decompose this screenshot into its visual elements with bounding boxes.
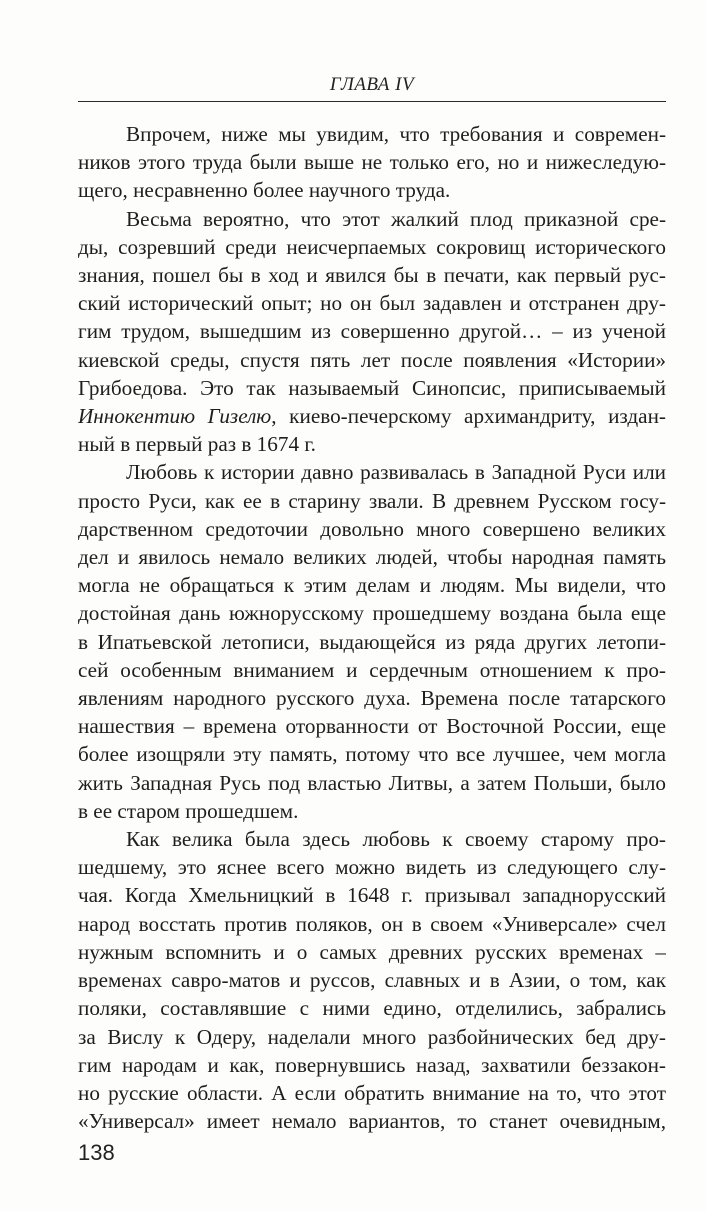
text-line: достойная дань южнорусскому прошедшему воздана была еще [78, 601, 666, 626]
text-line: Впрочем, ниже мы увидим, что требования и современ- [126, 122, 666, 146]
text-line: ный в первый раз в 1674 г. [78, 432, 316, 457]
text-line: сей особенным вниманием и сердечным отношением к про- [78, 657, 666, 682]
text-line: более изощряли эту память, потому что все лучшее, чем могла [78, 742, 666, 767]
text-line: киевской среды, спустя пять лет после появления «Истории» [78, 347, 666, 372]
text-line: нашествия – времена оторванности от Восточной России, еще [78, 714, 666, 739]
text-line: просто Руси, как ее в старину звали. В древнем Русском госу- [78, 488, 666, 513]
text-line: Как велика была здесь любовь к своему старому про- [126, 827, 666, 852]
text-line: ников этого труда были выше не только его, но и нижеследую- [78, 150, 666, 175]
text-line: дарственном средоточии довольно много совершено великих [78, 516, 666, 541]
text-line: «Универсал» имеет немало вариантов, то станет очевидным, [78, 1109, 666, 1134]
text-fragment: , киево-печерскому архимандриту, издан- [271, 404, 666, 429]
text-line: в ее старом прошедшем. [78, 798, 299, 823]
text-line: щего, несравненно более научного труда. [78, 178, 451, 203]
italic-author-name: Иннокентию Гизелю [78, 404, 272, 429]
paragraph-3 [78, 458, 666, 825]
running-header: ГЛАВА IV [329, 74, 415, 95]
text-line: жить Западная Русь под властью Литвы, а затем Польши, было [78, 770, 666, 795]
text-line: поляки, составлявшие с ними едино, отделились, забрались [78, 996, 666, 1021]
text-line: Грибоедова. Это так называемый Синопсис, приписываемый [78, 375, 666, 400]
text-line: народ восстать против поляков, он в своем «Универсале» счел [78, 911, 666, 936]
paragraph-4 [78, 825, 666, 1135]
text-line: но русские области. А если обратить внимание на то, что этот [78, 1080, 666, 1105]
text-line: могла не обращаться к этим делам и людям. Мы видели, что [78, 573, 666, 598]
text-line: гим трудом, вышедшим из совершенно другой… – из ученой [78, 319, 666, 344]
text-line: ский исторический опыт; но он был задавлен и отстранен дру- [78, 291, 666, 316]
text-line: чая. Когда Хмельницкий в 1648 г. призывал западнорусский [78, 883, 666, 908]
text-line: гим народам и как, повернувшись назад, захватили беззакон- [78, 1052, 666, 1077]
body-text [78, 120, 666, 1135]
text-line: ды, созревший среди неисчерпаемых сокровищ исторического [78, 234, 666, 259]
text-line: за Вислу к Одеру, наделали много разбойнических бед дру- [78, 1024, 666, 1049]
text-line: явлениям народного русского духа. Времена после татарского [78, 686, 666, 711]
text-line: Любовь к истории давно развивалась в Западной Руси или [126, 460, 666, 485]
text-line-with-italic-name [78, 402, 666, 430]
text-line: временах савро-матов и руссов, славных и в Азии, о том, как [78, 968, 666, 993]
paragraph-2 [78, 205, 666, 459]
header-rule [78, 101, 666, 102]
text-line: знания, пошел бы в ход и явился бы в печати, как первый рус- [78, 263, 666, 288]
text-line: Весьма вероятно, что этот жалкий плод приказной сре- [126, 206, 666, 231]
text-line: шедшему, это яснее всего можно видеть из следующего слу- [78, 855, 666, 880]
text-line: дел и явилось немало великих людей, чтобы народная память [78, 545, 666, 570]
text-line: нужным вспомнить и о самых древних русских временах – [78, 939, 666, 964]
paragraph-1 [78, 120, 666, 205]
text-line: в Ипатьевской летописи, выдающейся из ряда других летопи- [78, 629, 666, 654]
page-number: 138 [78, 1140, 115, 1165]
